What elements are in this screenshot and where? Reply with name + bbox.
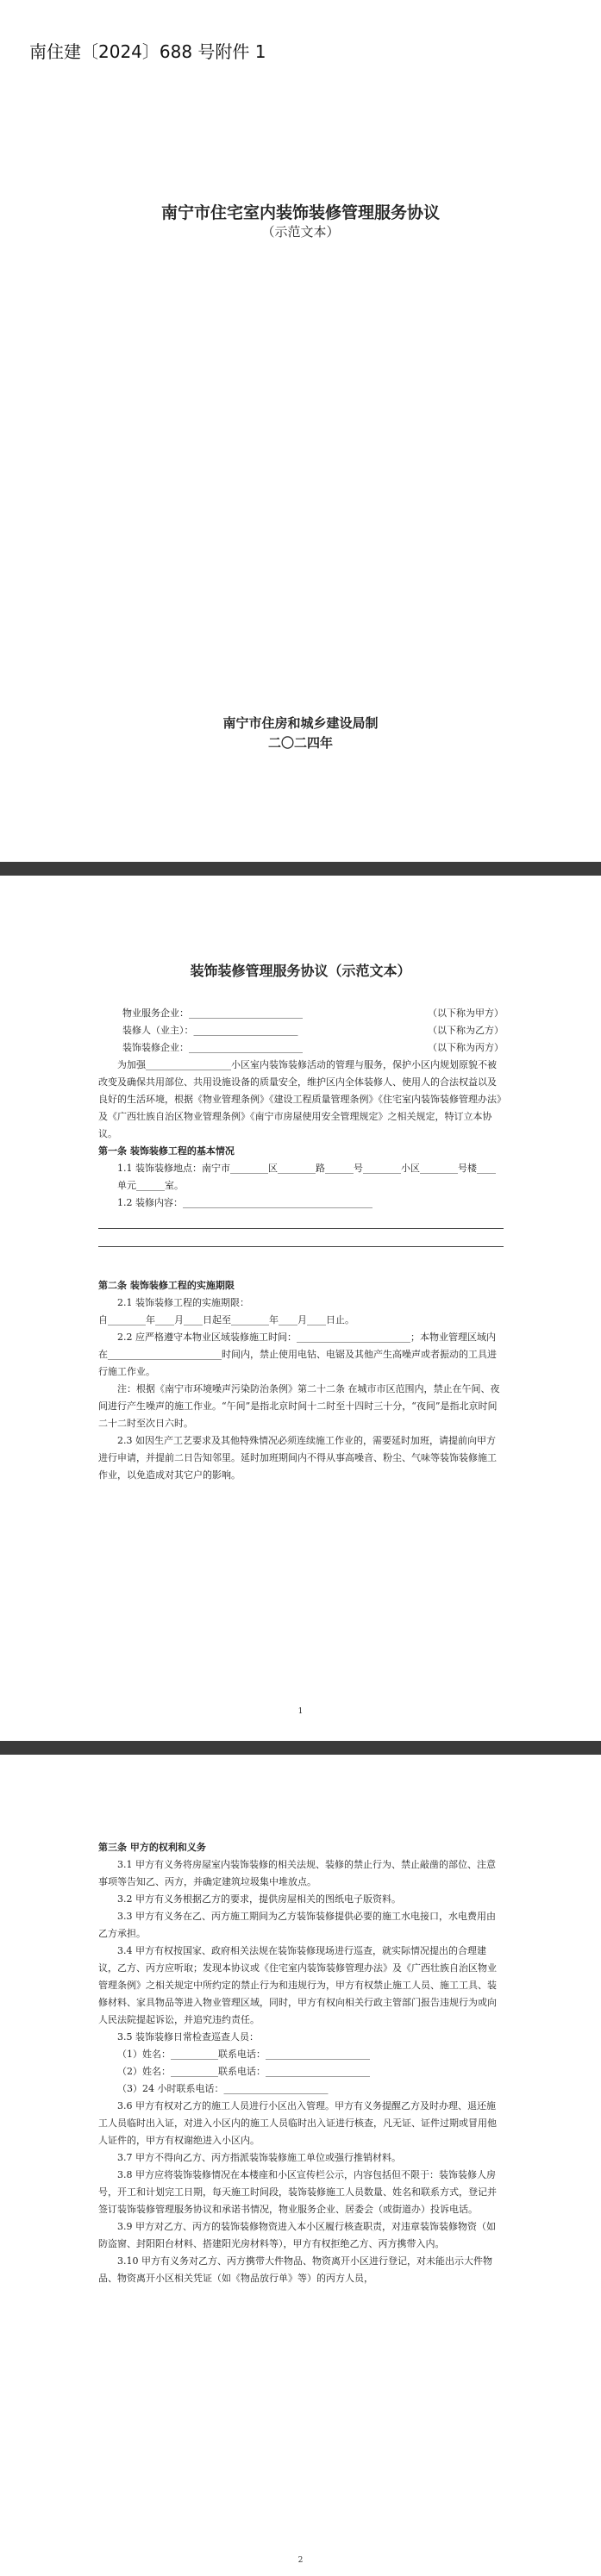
parties-block: [98, 1005, 504, 1484]
inspector-hotline: （3）24 小时联系电话：______________________: [117, 2083, 329, 2094]
article-3-9: 3.9 甲方对乙方、丙方的装饰装修物资进入本小区履行核查职责，对违章装饰装修物资（如防盗窗、封阳阳台材料、搭建阳光房材料等），甲方有权拒绝乙方、丙方携带入内。: [98, 2221, 496, 2249]
article-2-title: 第二条 装饰装修工程的实施期限: [98, 1280, 235, 1291]
party-a: [98, 1005, 504, 1022]
article-3-10: 3.10 甲方有义务对乙方、丙方携带大件物品、物资离开小区进行登记，对未能出示大件物品、物资离开小区相关凭证（如《物品放行单》等）的丙方人员，: [98, 2255, 492, 2284]
article-3-3: 3.3 甲方有义务在乙、丙方施工期间为乙方装饰装修提供必要的施工水电接口，水电费用由乙方承担。: [98, 1911, 496, 1939]
issuer: 南宁市住房和城乡建设局制: [222, 715, 379, 731]
agreement-title: 装饰装修管理服务协议（示范文本）: [190, 963, 411, 979]
issue-year: 二〇二四年: [267, 735, 333, 751]
agreement-page-1: [0, 876, 601, 1741]
article-3-1: 3.1 甲方有义务将房屋室内装饰装修的相关法规、装修的禁止行为、禁止敲凿的部位、注意事项等告知乙、丙方，并确定建筑垃圾集中堆放点。: [98, 1859, 496, 1887]
noise-note: 注：根据《南宁市环境噪声污染防治条例》第二十二条 在城市市区范围内，禁止在午间、夜间进行产生噪声的施工作业。“午间”是指北京时间十二时至十四时三十分，“夜间”是指北京时间二十二时至次日六时。: [98, 1383, 500, 1429]
party-c-label: 装饰装修企业：________________________: [122, 1042, 303, 1053]
party-c: [98, 1039, 504, 1057]
page-separator: [0, 862, 601, 876]
inspector-1: （1）姓名：__________联系电话：______________________: [117, 2049, 370, 2060]
intro-paragraph: 为加强__________________小区室内装饰装修活动的管理与服务，保护小区内规划原貌不被改变及确保共用部位、共用设施设备的质量安全，维护区内全体装修人、使用人的合法权益以及良好的生活环境，根据《物业管理条例》《建设工程质量管理条例》《住宅室内装饰装修管理办法》及《广西壮族自治区物业管理条例》《南宁市房屋使用安全管理规定》之相关规定，特订立本协议。: [98, 1059, 502, 1139]
party-b-label: 装修人（业主）：______________________: [122, 1025, 298, 1036]
article-3-title: 第三条 甲方的权利和义务: [98, 1842, 206, 1853]
party-c-suffix: （以下称为丙方）: [428, 1042, 504, 1053]
blank-line: [98, 1212, 504, 1229]
article-3-8: 3.8 甲方应将装饰装修情况在本楼座和小区宣传栏公示，内容包括但不限于：装饰装修人房号，开工和计划完工日期，每天施工时间段，装饰装修施工人员数量、姓名和联系方式，登记并签订装饰装修管理服务协议和承诺书情况，物业服务企业、居委会（或街道办）投诉电话。: [98, 2169, 497, 2215]
article-1-2: 1.2 装修内容：________________________________________: [117, 1197, 372, 1208]
document-number: 南住建〔2024〕688 号附件 1: [29, 41, 266, 62]
party-a-label: 物业服务企业：________________________: [122, 1007, 303, 1019]
article-2-1-period: 自________年____月____日起至________年____月____日止。: [98, 1314, 354, 1325]
page-separator: [0, 1741, 601, 1755]
blank-line: [98, 1230, 504, 1247]
article-3-2: 3.2 甲方有义务根据乙方的要求，提供房屋相关的图纸电子版资料。: [117, 1893, 401, 1905]
page-number: 1: [297, 1707, 304, 1716]
article-2-2: 2.2 应严格遵守本物业区域装修施工时间：________________________；本物业管理区域内在________________________时间内，禁止使用电钻、电锯及其他产生高噪声或者振动的工具进行施工作业。: [98, 1332, 497, 1377]
agreement-page-2: [0, 1755, 601, 2576]
page-number: 2: [297, 2556, 304, 2565]
article-3-block: [98, 1839, 504, 2287]
party-b-suffix: （以下称为乙方）: [428, 1025, 504, 1036]
article-1-1: 1.1 装饰装修地点：南宁市________区________路______号________小区________号楼____单元______室。: [117, 1163, 496, 1191]
article-3-5: 3.5 装饰装修日常检查巡查人员：: [117, 2031, 259, 2043]
inspector-2: （2）姓名：__________联系电话：______________________: [117, 2066, 370, 2077]
article-3-7: 3.7 甲方不得向乙方、丙方指派装饰装修施工单位或强行推销材料。: [117, 2152, 401, 2163]
article-3-6: 3.6 甲方有权对乙方的施工人员进行小区出入管理。甲方有义务提醒乙方及时办理、退还施工人员临时出入证，对进入小区内的施工人员临时出入证进行核查，凡无证、证件过期或冒用他人证件的，甲方有权谢绝进入小区内。: [98, 2100, 497, 2146]
article-3-4: 3.4 甲方有权按国家、政府相关法规在装饰装修现场进行巡查，就实际情况提出的合理建议，乙方、丙方应听取；发现本协议或《住宅室内装饰装修管理办法》及《广西壮族自治区物业管理条例》之相关规定中所约定的禁止行为和违规行为，甲方有权禁止施工人员、施工工具、装修材料、家具物品等进入物业管理区域，同时，甲方有权向相关行政主管部门报告违规行为或向人民法院提起诉讼，并追究违约责任。: [98, 1945, 497, 2025]
article-2-1: 2.1 装饰装修工程的实施期限：: [117, 1297, 249, 1308]
party-a-suffix: （以下称为甲方）: [428, 1007, 504, 1019]
party-b: [98, 1022, 504, 1039]
cover-subtitle: （示范文本）: [261, 224, 340, 240]
article-2-3: 2.3 如因生产工艺要求及其他特殊情况必须连续施工作业的，需要延时加班，请提前向甲方进行申请，并提前二日告知邻里。延时加班期间内不得从事高噪音、粉尘、气味等装饰装修施工作业，以免造成对其它户的影响。: [98, 1435, 497, 1481]
cover-page: [0, 0, 601, 862]
cover-title: 南宁市住宅室内装饰装修管理服务协议: [160, 203, 440, 222]
article-1-title: 第一条 装饰装修工程的基本情况: [98, 1145, 235, 1157]
